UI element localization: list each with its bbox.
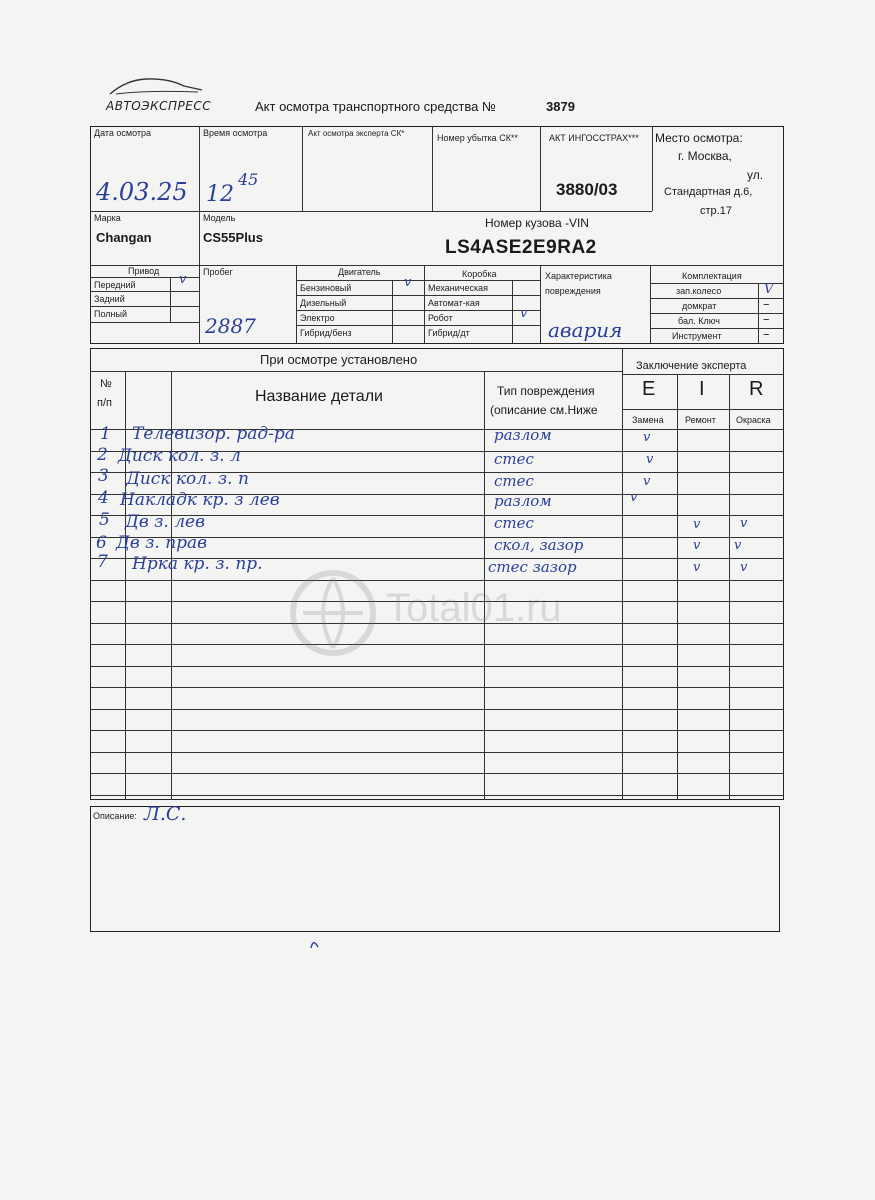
equip-jack-mark: – [763, 297, 770, 312]
drive-check: v [179, 272, 187, 287]
row-type: скол, зазор [494, 536, 584, 554]
row-num: 6 [96, 533, 107, 553]
model-value: CS55Plus [203, 230, 263, 245]
col-i-label: I [699, 378, 705, 400]
col-r-label: R [749, 378, 764, 400]
ingos-value: 3880/03 [556, 180, 618, 199]
row-divider [90, 644, 784, 645]
place-label: Место осмотра: [655, 131, 743, 145]
drive-front: Передний [94, 280, 136, 290]
car-logo-icon [106, 74, 206, 96]
gearbox-robot: Робот [428, 313, 453, 323]
row-part: Диск кол. з. п [126, 469, 249, 489]
damage-char-label-1: Характеристика [545, 271, 612, 281]
page-title: Акт осмотра транспортного средства № [255, 99, 496, 114]
row-type: разлом [494, 492, 552, 510]
time-minutes: 45 [238, 170, 259, 189]
row-divider [90, 666, 784, 667]
row-type: стес [494, 450, 534, 468]
row-divider [90, 773, 784, 774]
row-e-check: v [643, 430, 651, 445]
row-num: 4 [98, 488, 109, 508]
place-line4: стр.17 [700, 205, 732, 217]
description-label: Описание: [93, 811, 137, 821]
expert-conclusion-title: Заключение эксперта [636, 360, 747, 372]
place-line2: ул. [747, 168, 764, 182]
logo [106, 74, 212, 114]
row-i-check: v [693, 538, 701, 553]
mileage-label: Пробег [203, 267, 233, 277]
time-hours: 12 [206, 182, 234, 207]
col-type-label-1: Тип повреждения [497, 384, 595, 398]
gearbox-auto: Автомат-кая [428, 298, 480, 308]
brand-value: Changan [96, 230, 152, 245]
date-value: 4.03.25 [96, 178, 188, 206]
row-divider [90, 687, 784, 688]
act-number: 3879 [546, 99, 575, 114]
findings-title: При осмотре установлено [260, 352, 418, 367]
row-num: 5 [99, 510, 110, 530]
engine-petrol: Бензиновый [300, 283, 352, 293]
vin-value: LS4ASE2E9RA2 [445, 237, 597, 258]
row-i-check: v [693, 517, 701, 532]
row-num: 7 [97, 552, 108, 572]
row-part: Телевизор. рад-ра [132, 424, 295, 444]
row-r-check: v [734, 538, 742, 553]
row-divider [90, 580, 784, 581]
watermark-text: Total01.ru [386, 586, 562, 630]
row-part: Диск кол. з. л [118, 446, 241, 466]
model-label: Модель [203, 213, 236, 223]
engine-title: Двигатель [338, 267, 381, 277]
watermark-globe-icon [288, 568, 378, 658]
row-divider [90, 730, 784, 731]
row-divider [90, 709, 784, 710]
row-type: разлом [494, 426, 552, 444]
equip-spare-wheel: зап.колесо [676, 286, 722, 296]
col-r-sublabel: Окраска [736, 415, 771, 425]
row-r-check: v [740, 560, 748, 575]
drive-rear: Задний [94, 294, 125, 304]
col-e-sublabel: Замена [632, 415, 664, 425]
row-type: стес [494, 472, 534, 490]
row-part: Накладк кр. з лев [120, 490, 280, 510]
brand-label: Марка [94, 213, 121, 223]
gearbox-manual: Механическая [428, 283, 489, 293]
mileage-value: 2887 [205, 314, 256, 338]
place-line3: Стандартная д.6, [664, 186, 753, 198]
equip-tools: Инструмент [672, 331, 722, 341]
row-e-check: v [646, 452, 654, 467]
gearbox-check: v [520, 306, 528, 321]
col-type-label-2: (описание см.Ниже [490, 403, 598, 417]
row-num: 2 [97, 445, 108, 465]
findings-table [90, 348, 784, 800]
row-type: стес [494, 514, 534, 532]
engine-diesel: Дизельный [300, 298, 347, 308]
engine-check: v [404, 275, 412, 290]
col-name-label: Название детали [255, 388, 383, 405]
col-num-label-1: № [100, 378, 112, 390]
drive-full: Полный [94, 309, 127, 319]
col-e-label: E [642, 378, 656, 400]
pen-mark-icon [308, 936, 322, 950]
gearbox-hybrid: Гибрид/дт [428, 328, 470, 338]
row-e-check: v [643, 474, 651, 489]
row-e-check: v [630, 490, 638, 505]
row-part: Дв з. лев [125, 512, 205, 532]
logo-text: АВТОЭКСПРЕСС [106, 99, 212, 113]
row-divider [90, 752, 784, 753]
row-num: 3 [98, 466, 109, 486]
equip-jack: домкрат [682, 301, 717, 311]
time-label: Время осмотра [203, 128, 268, 138]
vin-label: Номер кузова -VIN [485, 216, 589, 230]
description-value: Л.С. [144, 803, 187, 825]
equip-wrench: бал. Ключ [678, 316, 720, 326]
equipment-title: Комплектация [682, 271, 742, 281]
col-i-sublabel: Ремонт [685, 415, 716, 425]
row-r-check: v [740, 516, 748, 531]
expert-act-label: Акт осмотра эксперта СК* [308, 129, 405, 138]
engine-hybrid: Гибрид/бенз [300, 328, 352, 338]
row-divider [90, 795, 784, 796]
row-i-check: v [693, 560, 701, 575]
row-type: стес зазор [488, 558, 577, 576]
equip-wrench-mark: – [763, 312, 770, 327]
description-box [90, 806, 780, 932]
place-line1: г. Москва, [678, 149, 732, 163]
damage-char-value: авария [548, 318, 623, 342]
gearbox-title: Коробка [462, 269, 497, 279]
col-num-label-2: п/п [97, 397, 112, 409]
row-part: Нрка кр. з. пр. [132, 554, 263, 574]
engine-electric: Электро [300, 313, 335, 323]
damage-char-label-2: повреждения [545, 286, 601, 296]
row-num: 1 [100, 424, 111, 444]
date-label: Дата осмотра [94, 128, 152, 138]
ingos-label: АКТ ИНГОССТРАХ*** [549, 133, 639, 143]
row-part: Дв з. прав [116, 533, 208, 553]
loss-number-label: Номер убытка СК** [437, 133, 518, 143]
equip-spare-mark: V [764, 282, 774, 297]
drive-title: Привод [128, 266, 160, 276]
equip-tools-mark: – [763, 327, 770, 342]
